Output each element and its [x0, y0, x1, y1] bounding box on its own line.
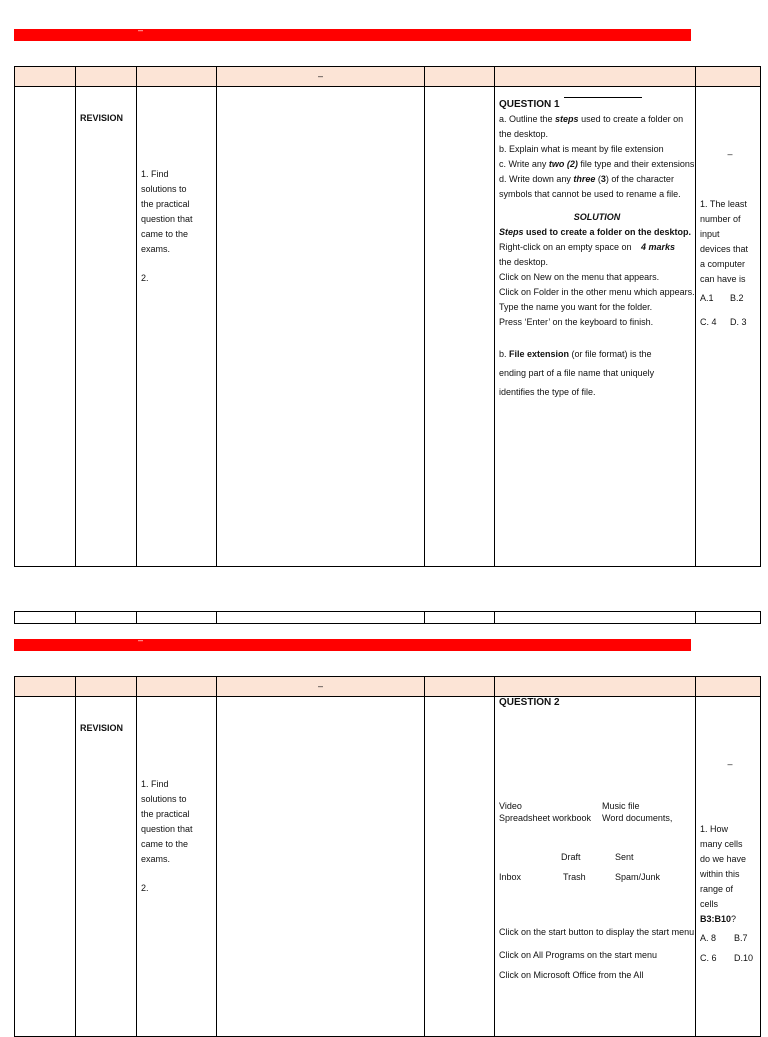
mail-folder-row: Inbox Trash Spam/Junk: [499, 872, 661, 882]
step-line: Press ‘Enter’ on the keyboard to finish.: [499, 317, 654, 327]
section2-content-row: [15, 697, 761, 1037]
mcq-line: a computer: [700, 259, 746, 269]
instruction-line: Click on Microsoft Office from the All: [499, 970, 644, 980]
question-part-d: d. Write down any three (3) of the character symbols that cannot be used to rename a file.: [499, 174, 681, 199]
question-part-c: c. Write any two (2) file type and their extensions: [499, 159, 695, 169]
task-line: question that: [141, 824, 193, 834]
mcq-line: many cells: [700, 839, 743, 849]
file-extension-answer-line2: ending part of a file name that uniquely: [499, 368, 655, 378]
solution-label: SOLUTION: [573, 212, 621, 222]
task-line: 1. Find: [141, 169, 169, 179]
file-type-row: Spreadsheet workbook Word documents,: [499, 813, 673, 823]
step-line: Right-click on an empty space on the desktop.: [499, 242, 632, 267]
file-extension-answer-line3: identifies the type of file.: [499, 387, 596, 397]
mcq-dash: –: [727, 149, 733, 159]
step-line: Click on Folder in the other menu which appears.: [499, 287, 695, 297]
section1-header-row: [15, 67, 761, 87]
section1-task-cell: [137, 87, 217, 567]
mcq-line: cells: [700, 899, 719, 909]
instruction-line: Click on All Programs on the start menu: [499, 950, 658, 960]
mcq-line: number of: [700, 214, 741, 224]
section1-mcq-cell: [696, 87, 761, 567]
task-line: the practical: [141, 199, 190, 209]
mcq-options-row: A.1 B.2: [700, 293, 744, 303]
step-line: Type the name you want for the folder.: [499, 302, 653, 312]
mcq-line: 1. The least: [700, 199, 747, 209]
mcq-range-line: B3:B10?: [700, 914, 737, 924]
file-extension-answer: b. File extension (or file format) is the: [499, 349, 652, 359]
mcq-line: can have is: [700, 274, 746, 284]
mcq-options-row: C. 4 D. 3: [700, 317, 747, 327]
mcq-options-row: C. 6 D.10: [700, 953, 754, 963]
section2-question-cell: [495, 697, 696, 1037]
task-line: exams.: [141, 854, 171, 864]
section1-content-row: [15, 87, 761, 567]
task-line: the practical: [141, 809, 190, 819]
section2-header-row: [15, 677, 761, 697]
task-line: solutions to: [141, 184, 187, 194]
mcq-line: within this: [700, 869, 740, 879]
section2-banner-text: –: [138, 635, 144, 645]
steps-heading: Steps used to create a folder on the desktop. 4 marks: [499, 225, 695, 240]
mcq-line: range of: [700, 884, 734, 894]
section2-revision-label: REVISION: [76, 697, 137, 1037]
question-part-b: b. Explain what is meant by file extension: [499, 144, 664, 154]
task-line: 1. Find: [141, 779, 169, 789]
step-line: Click on New on the menu that appears.: [499, 272, 660, 282]
file-type-row: Video Music file: [499, 801, 640, 811]
section1-question-cell: [495, 87, 696, 567]
section2-header-dash: –: [217, 677, 425, 697]
instruction-line: Click on the start button to display the start menu: [499, 927, 695, 937]
mcq-line: devices that: [700, 244, 749, 254]
section1-banner-text: –: [138, 25, 144, 35]
mcq-line: 1. How: [700, 824, 729, 834]
task-line: exams.: [141, 244, 171, 254]
title-rule: [564, 97, 642, 98]
task-item-2: 2.: [141, 883, 149, 893]
task-line: question that: [141, 214, 193, 224]
mcq-line: do we have: [700, 854, 747, 864]
mcq-options-row: A. 8 B.7: [700, 933, 748, 943]
section1-red-banner: [14, 25, 691, 41]
question-part-a: a. Outline the steps used to create a folder on the desktop.: [499, 114, 684, 139]
section1-header-dash: –: [217, 67, 425, 87]
mcq-dash: –: [727, 759, 733, 769]
mail-folder-row: Draft Sent: [561, 852, 634, 862]
mcq-line: input: [700, 229, 720, 239]
section2-lesson-table: [14, 676, 761, 1037]
section2-mcq-cell: [696, 697, 761, 1037]
question-title: QUESTION 1: [499, 97, 695, 112]
task-item-2: 2.: [141, 273, 149, 283]
section2-red-banner: [14, 635, 691, 651]
empty-separator-table: [14, 611, 761, 624]
section2-task-cell: [137, 697, 217, 1037]
section1-lesson-table: [14, 66, 761, 567]
task-line: solutions to: [141, 794, 187, 804]
question-title: QUESTION 2: [499, 697, 560, 708]
task-line: came to the: [141, 229, 189, 239]
task-line: came to the: [141, 839, 189, 849]
section1-revision-label: REVISION: [76, 87, 137, 567]
marks-label: 4 marks: [640, 242, 675, 252]
